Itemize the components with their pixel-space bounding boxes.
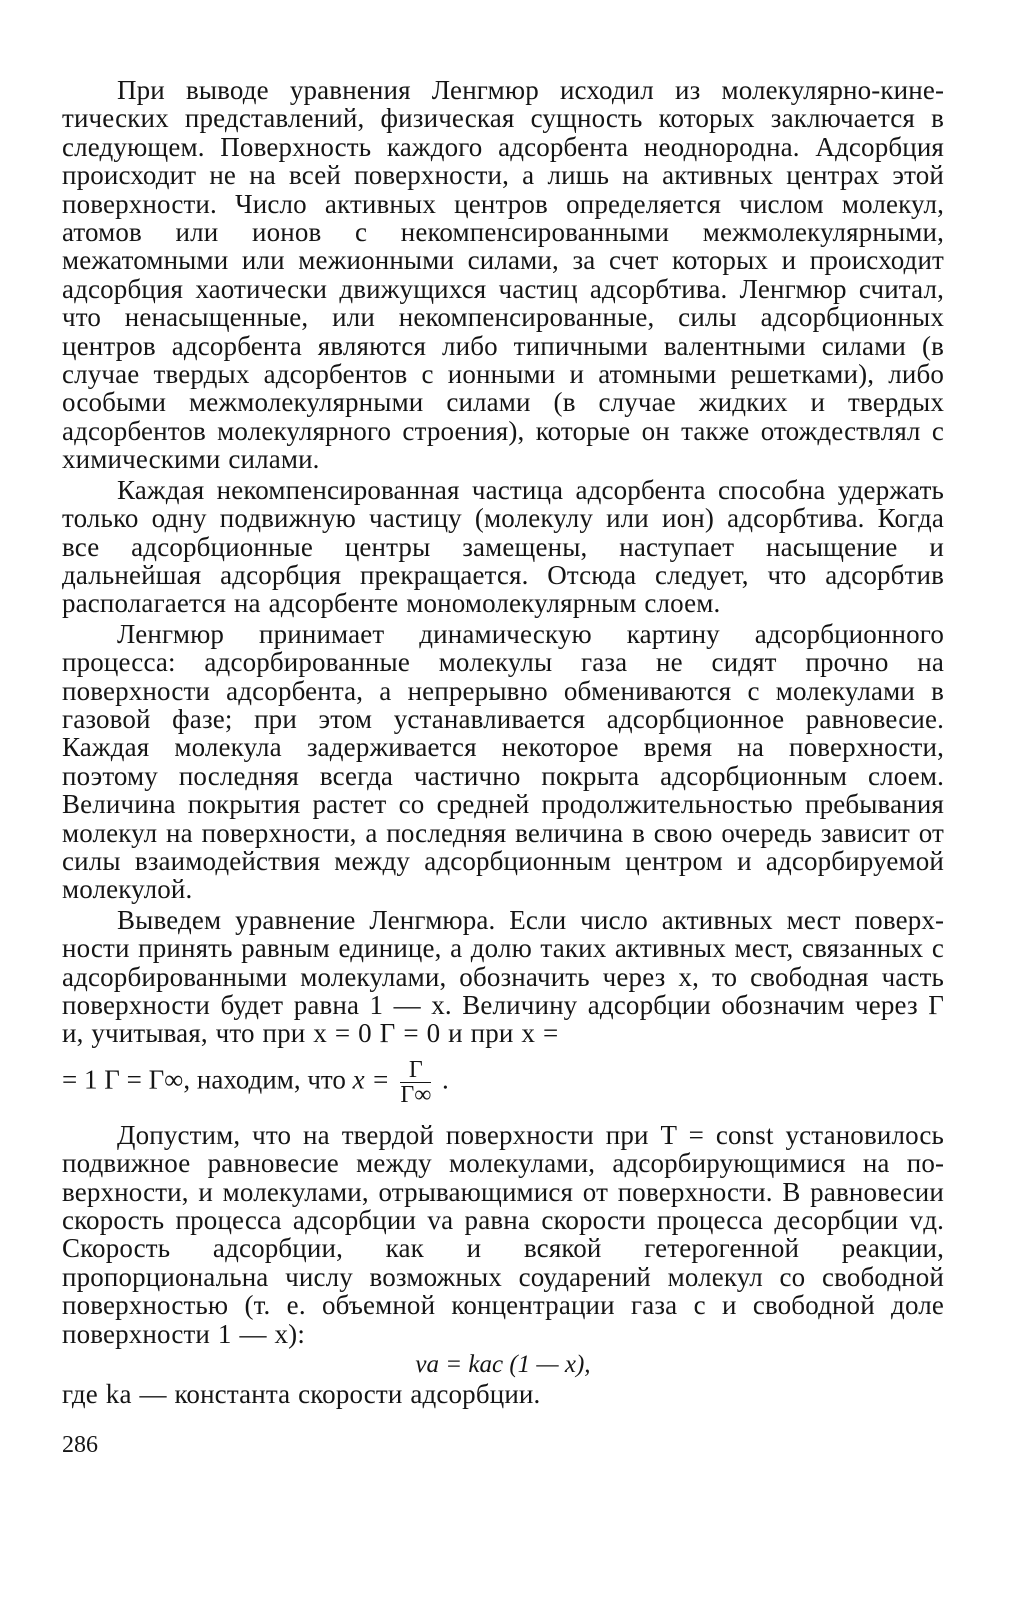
paragraph-dynamic-picture: Ленгмюр принимает динамическую картину адсорбционного процесса: адсорбированные молекулы газа не сидят прочно на поверхности адсорбента, а непрерывно обмениваются с молекулами в газовой фазе; при этом устанавливается адсорбционное равновесие. Каждая молекула задерживается некоторое время на поверхности, поэтому последняя всегда частично покрыта адсорбционным слоем. Величина покрытия растет со средней продолжительностью пребывания молекул на поверхности, а последняя величина в свою очередь зависит от силы взаимодействия между адсорбционным центром и адсорбируемой молекулой. bbox=[62, 618, 944, 905]
formula-suffix: . bbox=[442, 1064, 449, 1095]
page-body bbox=[62, 76, 944, 1408]
fraction bbox=[400, 1058, 431, 1107]
formula-lhs: x = bbox=[352, 1064, 390, 1095]
fraction-denominator: Γ∞ bbox=[400, 1081, 432, 1108]
fraction-formula-line bbox=[62, 1058, 944, 1107]
paragraph-derivation: Выведем уравнение Ленгмюра. Если число активных мест поверхности принять равным единице, а долю таких активных мест, связанных с адсорбированными молекулами, обозначить через x, то свободная часть поверхности будет равна 1 — x. Величину адсорбции обозначим через Γ и, учитывая, что при x = 0 Γ = 0 и при x = bbox=[62, 904, 944, 1049]
closing-line: где kа — константа скорости адсорбции. bbox=[62, 1379, 541, 1410]
fraction-numerator: Γ bbox=[400, 1058, 431, 1083]
formula-prefix: = 1 Γ = Γ∞, находим, что bbox=[62, 1064, 353, 1095]
paragraph-langmuir-theory: При выводе уравнения Ленгмюр исходил из молекулярно-кинетических представлений, физическая сущность которых заключается в следующем. Поверхность каждого адсорбента неоднородна. Адсорбция происходит не на всей поверхности, а лишь на активных центрах этой поверхности. Число активных центров определяется числом молекул, атомов или ионов с некомпенсированными межмолекулярными, межатомными или межионными силами, за счет которых и происходит адсорбция хаотически движущихся частиц адсорбтива. Ленгмюр считал, что ненасыщенные, или некомпенсированные, силы адсорбционных центров адсорбента являются либо типичными валентными силами (в случае твердых адсорбентов с ионными и атомными решетками), либо особыми межмолекулярными силами (в случае жидких и твердых адсорбентов молекулярного строения), которые он также отождествлял с химическими силами. bbox=[62, 75, 944, 475]
paragraph-monolayer: Каждая некомпенсированная частица адсорбента способна удержать только одну подвижную частицу (молекулу или ион) адсорбтива. Когда все адсорбционные центры замещены, наступает насыщение и дальнейшая адсорбция прекращается. Отсюда следует, что адсорбтив располагается на адсорбенте мономолекулярным слоем. bbox=[62, 474, 944, 619]
paragraph-equilibrium: Допустим, что на твердой поверхности при T = const установилось подвижное равновесие между молекулами, адсорбирующимися на поверхности, и молекулами, отрывающимися от поверхности. В равновесии скорость процесса адсорбции vа равна скорости процесса десорбции vд. Скорость адсорбции, как и всякой гетерогенной реакции, пропорциональна числу возможных соударений молекул со свободной поверхностью (т. е. объемной концентрации газа c и свободной доле поверхности 1 — x): bbox=[62, 1119, 944, 1349]
rate-formula: vа = kаc (1 — x), bbox=[415, 1351, 591, 1379]
page-number: 286 bbox=[62, 1432, 98, 1458]
